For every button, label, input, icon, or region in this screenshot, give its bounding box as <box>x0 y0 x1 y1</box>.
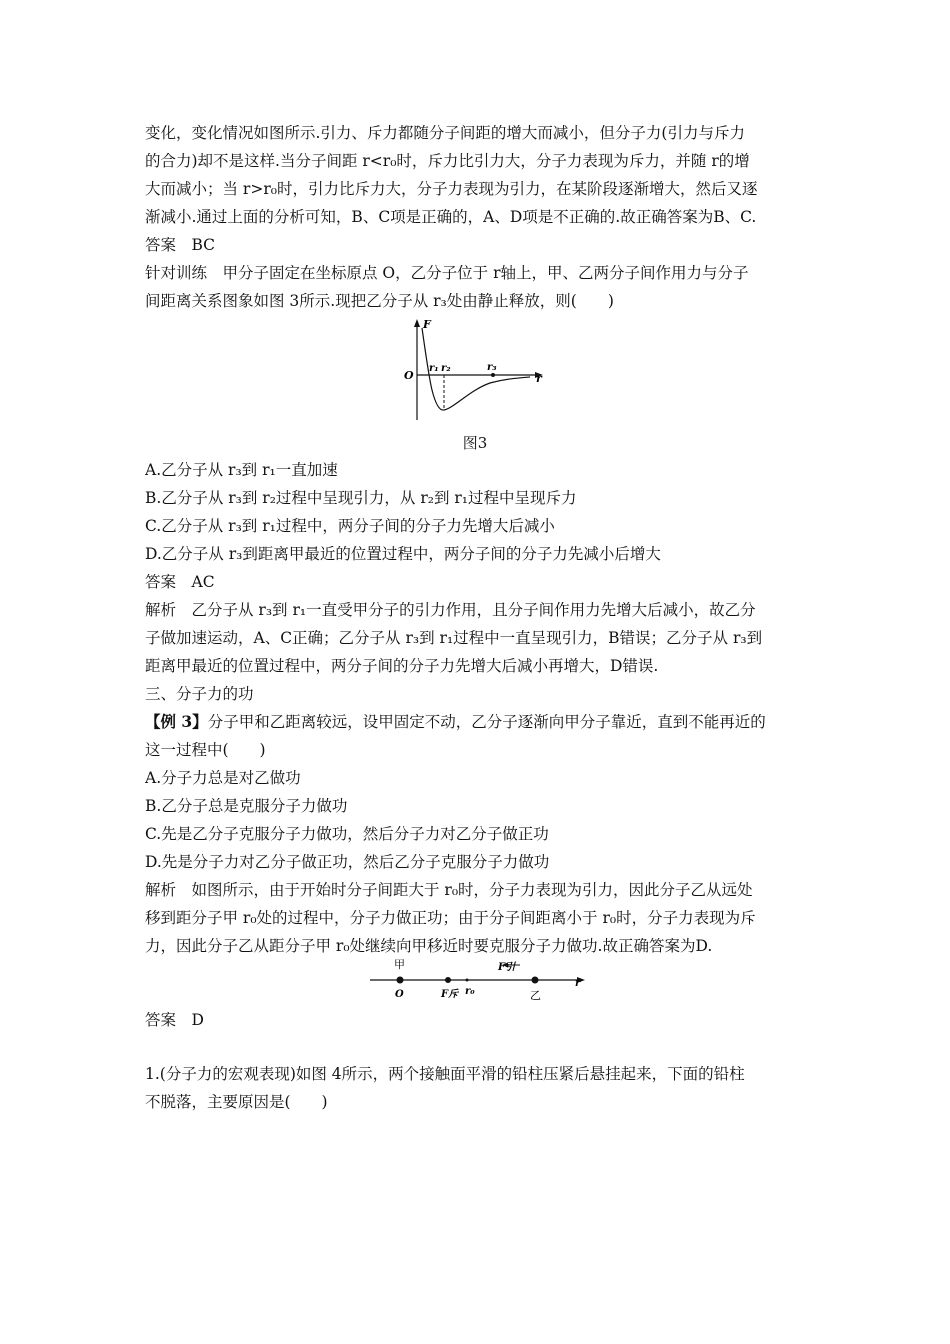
molecule-jia <box>397 977 404 984</box>
option-b: B.乙分子总是克服分子力做功 <box>145 797 348 815</box>
option-d: D.先是分子力对乙分子做正功，然后乙分子克服分子力做功 <box>145 853 550 871</box>
intro-line: 大而减小；当 r>r₀时，引力比斥力大，分子力表现为引力，在某阶段逐渐增大，然后又逐 <box>145 180 758 198</box>
analysis-line: 移到距分子甲 r₀处的过程中，分子力做正功；由于分子间距离小于 r₀时，分子力表现为斥 <box>145 909 756 927</box>
option-a: A.乙分子从 r₃到 r₁一直加速 <box>145 461 338 479</box>
o-label: O <box>395 989 404 1000</box>
option-d: D.乙分子从 r₃到距离甲最近的位置过程中，两分子间的分子力先减小后增大 <box>145 545 661 563</box>
r-label: r <box>575 978 581 989</box>
molecule-yi <box>532 977 539 984</box>
analysis-line: 力，因此分子乙从距分子甲 r₀处继续向甲移近时要克服分子力做功.故正确答案为D. <box>145 937 713 955</box>
answer-2: 答案 AC <box>145 573 215 591</box>
example-3-text: 分子甲和乙距离较远，设甲固定不动，乙分子逐渐向甲分子靠近，直到不能再近的 <box>207 713 766 731</box>
figure-3-caption: 图3 <box>462 434 488 452</box>
section-title: 三、分子力的功 <box>145 685 254 703</box>
analysis-line: 子做加速运动，A、C正确；乙分子从 r₃到 r₁过程中一直呈现引力，B错误；乙分子从 r₃到 <box>145 629 763 647</box>
x-axis-label: r <box>536 372 542 385</box>
analysis-line: 距离甲最近的位置过程中，两分子间的分子力先增大后减小再增大，D错误. <box>145 657 659 675</box>
analysis-line: 解析 如图所示，由于开始时分子间距大于 r₀时，分子力表现为引力，因此分子乙从远处 <box>145 881 753 899</box>
intro-line: 的合力)却不是这样.当分子间距 r<r₀时，斥力比引力大，分子力表现为斥力，并随 r的增 <box>145 152 750 170</box>
r0-label: r₀ <box>465 986 475 997</box>
origin-label: O <box>404 369 414 382</box>
example-3-line: 这一过程中( ) <box>145 741 266 759</box>
figure-3-force-curve <box>400 316 550 424</box>
intro-line: 变化，变化情况如图所示.引力、斥力都随分子间距的增大而减小，但分子力(引力与斥力 <box>145 124 745 142</box>
question-1-line: 不脱落，主要原因是( ) <box>145 1093 328 1111</box>
answer-3: 答案 D <box>145 1011 204 1029</box>
question-1-line: 1.(分子力的宏观表现)如图 4所示，两个接触面平滑的铅柱压紧后悬挂起来，下面的铅柱 <box>145 1065 745 1083</box>
r3-point <box>491 373 495 377</box>
intro-line: 渐减小.通过上面的分析可知，B、C项是正确的，A、D项是不正确的.故正确答案为B、C. <box>145 208 757 226</box>
example-3-line <box>145 712 810 732</box>
option-c: C.先是乙分子克服分子力做功，然后分子力对乙分子做正功 <box>145 825 549 843</box>
r0-point <box>466 979 469 982</box>
r1-label: r₁ <box>429 363 439 374</box>
f-yin-label: F引 <box>498 962 516 973</box>
training-question-line: 间距离关系图象如图 3所示.现把乙分子从 r₃处由静止释放，则( ) <box>145 292 614 310</box>
option-b: B.乙分子从 r₃到 r₂过程中呈现引力，从 r₂到 r₁过程中呈现斥力 <box>145 489 577 507</box>
option-a: A.分子力总是对乙做功 <box>145 769 301 787</box>
analysis-line: 解析 乙分子从 r₃到 r₁一直受甲分子的引力作用，且分子间作用力先增大后减小，故乙分 <box>145 601 756 619</box>
option-c: C.乙分子从 r₃到 r₁过程中，两分子间的分子力先增大后减小 <box>145 517 555 535</box>
jia-label: 甲 <box>394 958 405 971</box>
r3-label: r₃ <box>487 362 497 373</box>
f-chi-label: F斥 <box>441 989 459 1000</box>
figure-molecule-axis <box>368 955 590 1003</box>
r2-label: r₂ <box>441 363 451 374</box>
y-axis-label: F <box>423 318 431 331</box>
answer-1: 答案 BC <box>145 236 216 254</box>
training-question-line: 针对训练 甲分子固定在坐标原点 O，乙分子位于 r轴上，甲、乙两分子间作用力与分子 <box>145 264 749 282</box>
f-chi-point <box>445 977 451 983</box>
y-axis-arrow <box>414 319 420 327</box>
yi-label: 乙 <box>530 989 541 1002</box>
example-3-tag: 【例 3】 <box>145 712 208 731</box>
